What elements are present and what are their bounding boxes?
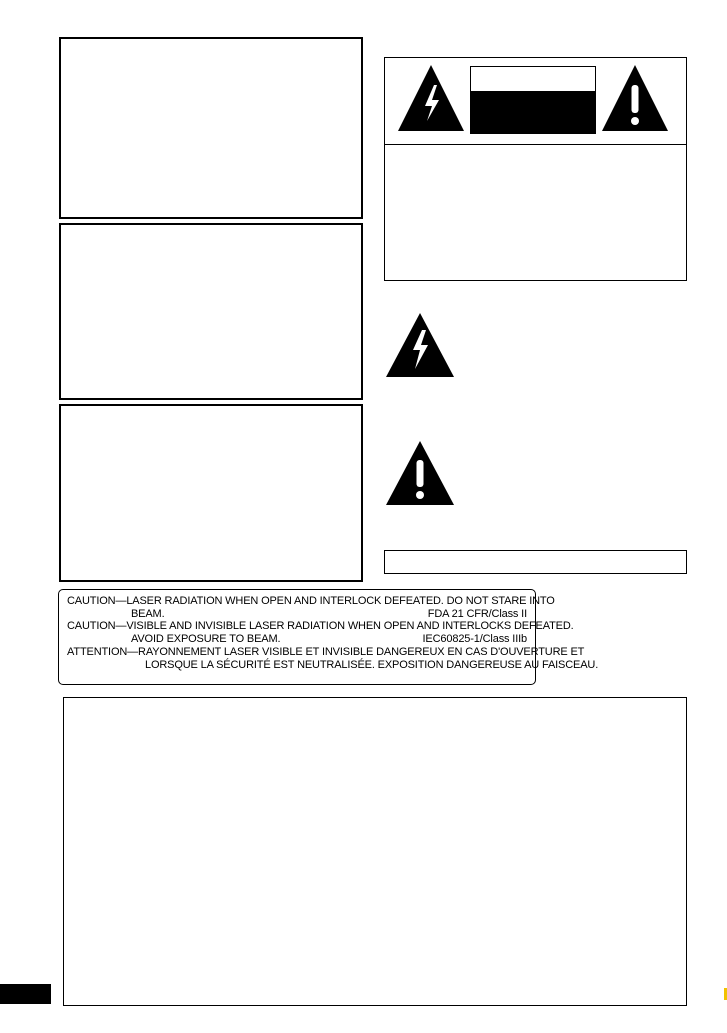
laser-keyword: CAUTION — [67, 620, 116, 633]
laser-keyword: ATTENTION — [67, 645, 128, 658]
laser-keyword: CAUTION — [67, 595, 116, 607]
laser-cont-text: LORSQUE LA SÉCURITÉ EST NEUTRALISÉE. EXPOSITION DANGEREUSE AU FAISCEAU. — [145, 658, 599, 671]
laser-class: IEC60825-1/Class IIIb — [422, 633, 527, 646]
exclamation-triangle-icon — [600, 63, 670, 133]
laser-dash: — — [115, 620, 127, 633]
laser-text: LASER RADIATION WHEN OPEN AND INTERLOCK DEFEATED. DO NOT STARE INTO — [126, 595, 555, 607]
exclamation-triangle-icon — [385, 440, 455, 506]
laser-row-cont — [67, 633, 527, 646]
laser-row-cont — [67, 608, 527, 621]
bottom-info-panel — [63, 697, 687, 1006]
laser-dash: — — [115, 595, 127, 607]
laser-cont-text: BEAM. — [131, 607, 165, 620]
panel-divider — [385, 144, 686, 145]
laser-text: RAYONNEMENT LASER VISIBLE ET INVISIBLE DANGEREUX EN CAS D'OUVERTURE ET — [138, 645, 585, 658]
caution-label-graphic — [470, 66, 596, 134]
left-panel-1 — [59, 37, 363, 219]
lightning-bolt-triangle-icon — [396, 63, 466, 133]
laser-row — [67, 595, 555, 608]
laser-row — [67, 645, 585, 659]
left-panel-2 — [59, 223, 363, 400]
laser-dash: — — [127, 645, 139, 658]
page-number-tab — [0, 984, 51, 1004]
laser-class: FDA 21 CFR/Class II — [427, 607, 527, 620]
laser-cont-text: AVOID EXPOSURE TO BEAM. — [131, 633, 281, 646]
laser-text: VISIBLE AND INVISIBLE LASER RADIATION WHEN OPEN AND INTERLOCKS DEFEATED. — [126, 620, 574, 633]
lightning-bolt-triangle-icon — [385, 312, 455, 378]
left-panel-3 — [59, 404, 363, 582]
laser-row-cont — [67, 658, 599, 672]
laser-row — [67, 620, 574, 633]
warning-text-bar — [384, 550, 687, 574]
laser-caution-label — [58, 589, 599, 685]
